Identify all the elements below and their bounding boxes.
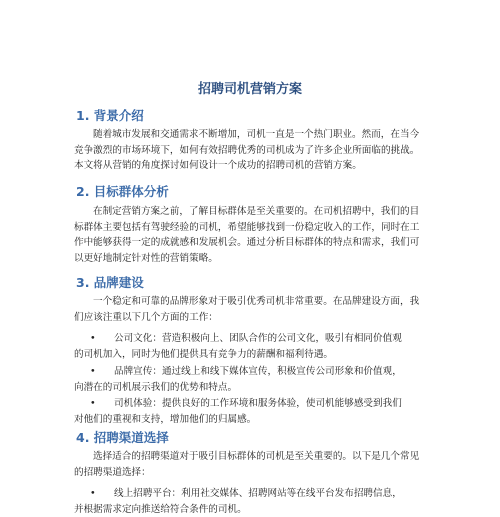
bullet-line: 的司机加入，同时为他们提供具有竞争力的薪酬和福利待遇。 — [74, 348, 334, 360]
section-paragraph-recruitment-channels — [74, 449, 429, 480]
section-heading-recruitment-channels: 4. 招聘渠道选择 — [76, 430, 169, 445]
bullet-marker: • — [90, 333, 96, 344]
bullet-line: 公司文化：营造积极向上、团队合作的公司文化，吸引有相同价值观 — [114, 333, 402, 344]
paragraph-line: 竞争激烈的市场环境下，如何有效招聘优秀的司机成为了许多企业所面临的挑战。 — [74, 144, 420, 156]
paragraph-line: 标群体主要包括有驾驶经验的司机，希望能够找到一份稳定收入的工作，同时在工 — [74, 221, 420, 233]
bullet-line: 司机体验：提供良好的工作环境和服务体验，使司机能够感受到我们 — [114, 398, 402, 409]
paragraph-line: 随着城市发展和交通需求不断增加，司机一直是一个热门职业。然而，在当今 — [93, 129, 420, 140]
bullet-line: 并根据需求定向推送给符合条件的司机。 — [74, 503, 247, 515]
bullet-line: 向潜在的司机展示我们的优势和特点。 — [74, 381, 238, 393]
section-paragraph-background — [74, 127, 429, 174]
section-heading-target-audience: 2. 目标群体分析 — [76, 184, 169, 199]
paragraph-line: 一个稳定和可靠的品牌形象对于吸引优秀司机非常重要。在品牌建设方面，我 — [93, 296, 420, 307]
paragraph-line: 作中能够获得一定的成就感和发展机会。通过分析目标群体的特点和需求，我们可 — [74, 237, 420, 248]
paragraph-line: 本文将从营销的角度探讨如何设计一个成功的招聘司机的营销方案。 — [74, 160, 362, 171]
paragraph-line: 在制定营销方案之前，了解目标群体是至关重要的。在司机招聘中，我们的目 — [93, 206, 420, 217]
section-paragraph-target-audience — [74, 204, 429, 266]
paragraph-line: 选择适合的招聘渠道对于吸引目标群体的司机是至关重要的。以下是几个常见 — [93, 451, 420, 462]
section-heading-background: 1. 背景介绍 — [76, 108, 144, 123]
document-title: 招聘司机营销方案 — [197, 82, 302, 97]
bullet-line: 对他们的重视和支持，增加他们的归属感。 — [74, 413, 257, 425]
bullet-marker: • — [90, 488, 96, 499]
section-heading-brand-building: 3. 品牌建设 — [76, 275, 144, 290]
bullet-line: 品牌宣传：通过线上和线下媒体宣传，积极宣传公司形象和价值观， — [114, 366, 402, 377]
bullet-marker: • — [90, 398, 96, 409]
paragraph-line: 们应该注重以下几个方面的工作： — [74, 311, 218, 323]
paragraph-line: 以更好地制定针对性的营销策略。 — [74, 252, 218, 264]
section-paragraph-brand-building — [74, 294, 429, 325]
bullet-marker: • — [90, 366, 96, 377]
bullet-line: 线上招聘平台：利用社交媒体、招聘网站等在线平台发布招聘信息， — [114, 488, 402, 499]
paragraph-line: 的招聘渠道选择： — [74, 466, 151, 478]
